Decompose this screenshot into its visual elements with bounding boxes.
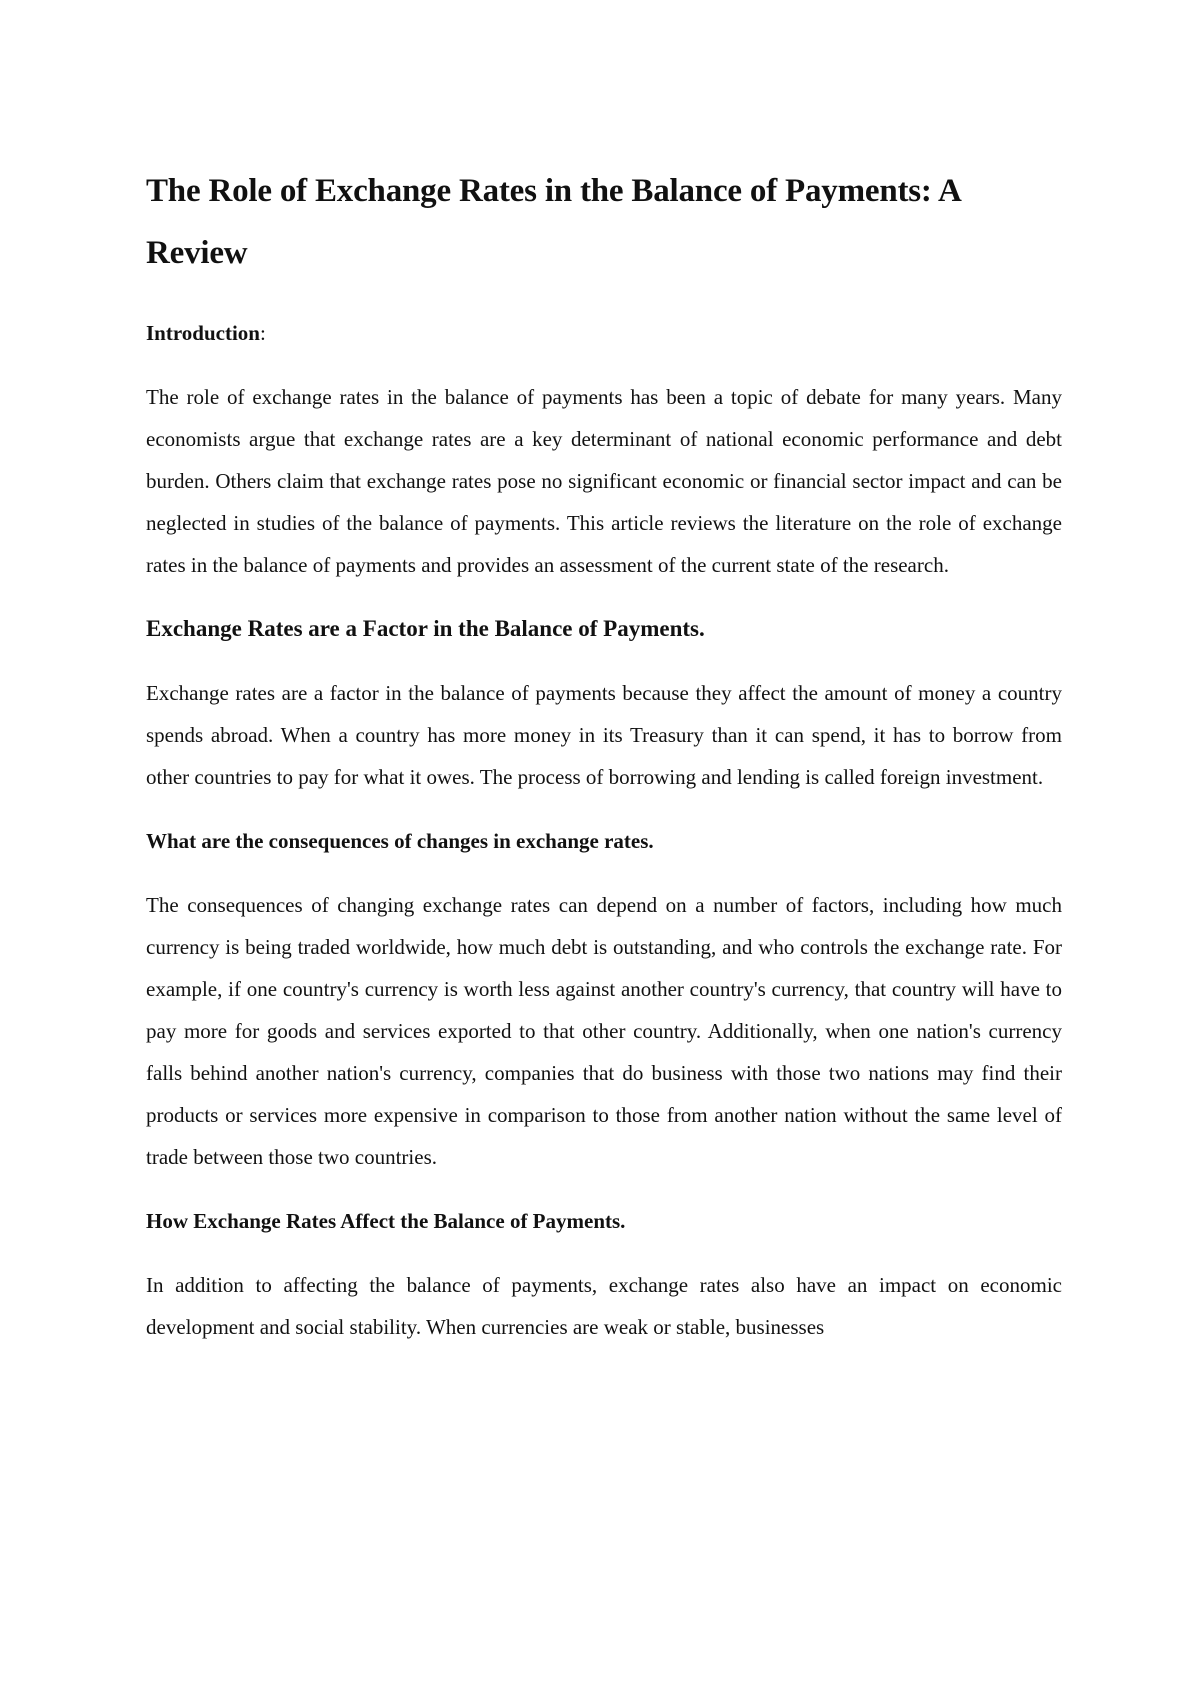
document-page — [146, 160, 1062, 1370]
section-paragraph-factor: Exchange rates are a factor in the balance of payments because they affect the amount of money a country spends abroad. When a country has more money in its Treasury than it can spend, it has to borrow from other countries to pay for what it owes. The process of borrowing and lending is called foreign investment. — [146, 681, 1062, 789]
section-paragraph-affect: In addition to affecting the balance of payments, exchange rates also have an impact on economic development and social stability. When currencies are weak or stable, businesses — [146, 1273, 1062, 1339]
document-title: The Role of Exchange Rates in the Balance of Payments: A Review — [146, 173, 960, 271]
section-heading-factor: Exchange Rates are a Factor in the Balance of Payments. — [146, 616, 705, 641]
section-heading-consequences: What are the consequences of changes in exchange rates. — [146, 829, 654, 853]
introduction-paragraph: The role of exchange rates in the balance of payments has been a topic of debate for many years. Many economists argue that exchange rates are a key determinant of national economic performance and debt burden. Others claim that exchange rates pose no significant economic or financial sector impact and can be neglected in studies of the balance of payments. This article reviews the literature on the role of exchange rates in the balance of payments and provides an assessment of the current state of the research. — [146, 385, 1062, 577]
introduction-label-colon: : — [259, 321, 266, 345]
section-paragraph-consequences: The consequences of changing exchange rates can depend on a number of factors, including how much currency is being traded worldwide, how much debt is outstanding, and who controls the exchange rate. For example, if one country's currency is worth less against another country's currency, that country will have to pay more for goods and services exported to that other country. Additionally, when one nation's currency falls behind another nation's currency, companies that do business with those two nations may find their products or services more expensive in comparison to those from another nation without the same level of trade between those two countries. — [146, 893, 1062, 1169]
section-heading-affect: How Exchange Rates Affect the Balance of Payments. — [146, 1209, 626, 1233]
introduction-label — [146, 312, 1062, 354]
introduction-label-text: Introduction — [146, 321, 260, 345]
